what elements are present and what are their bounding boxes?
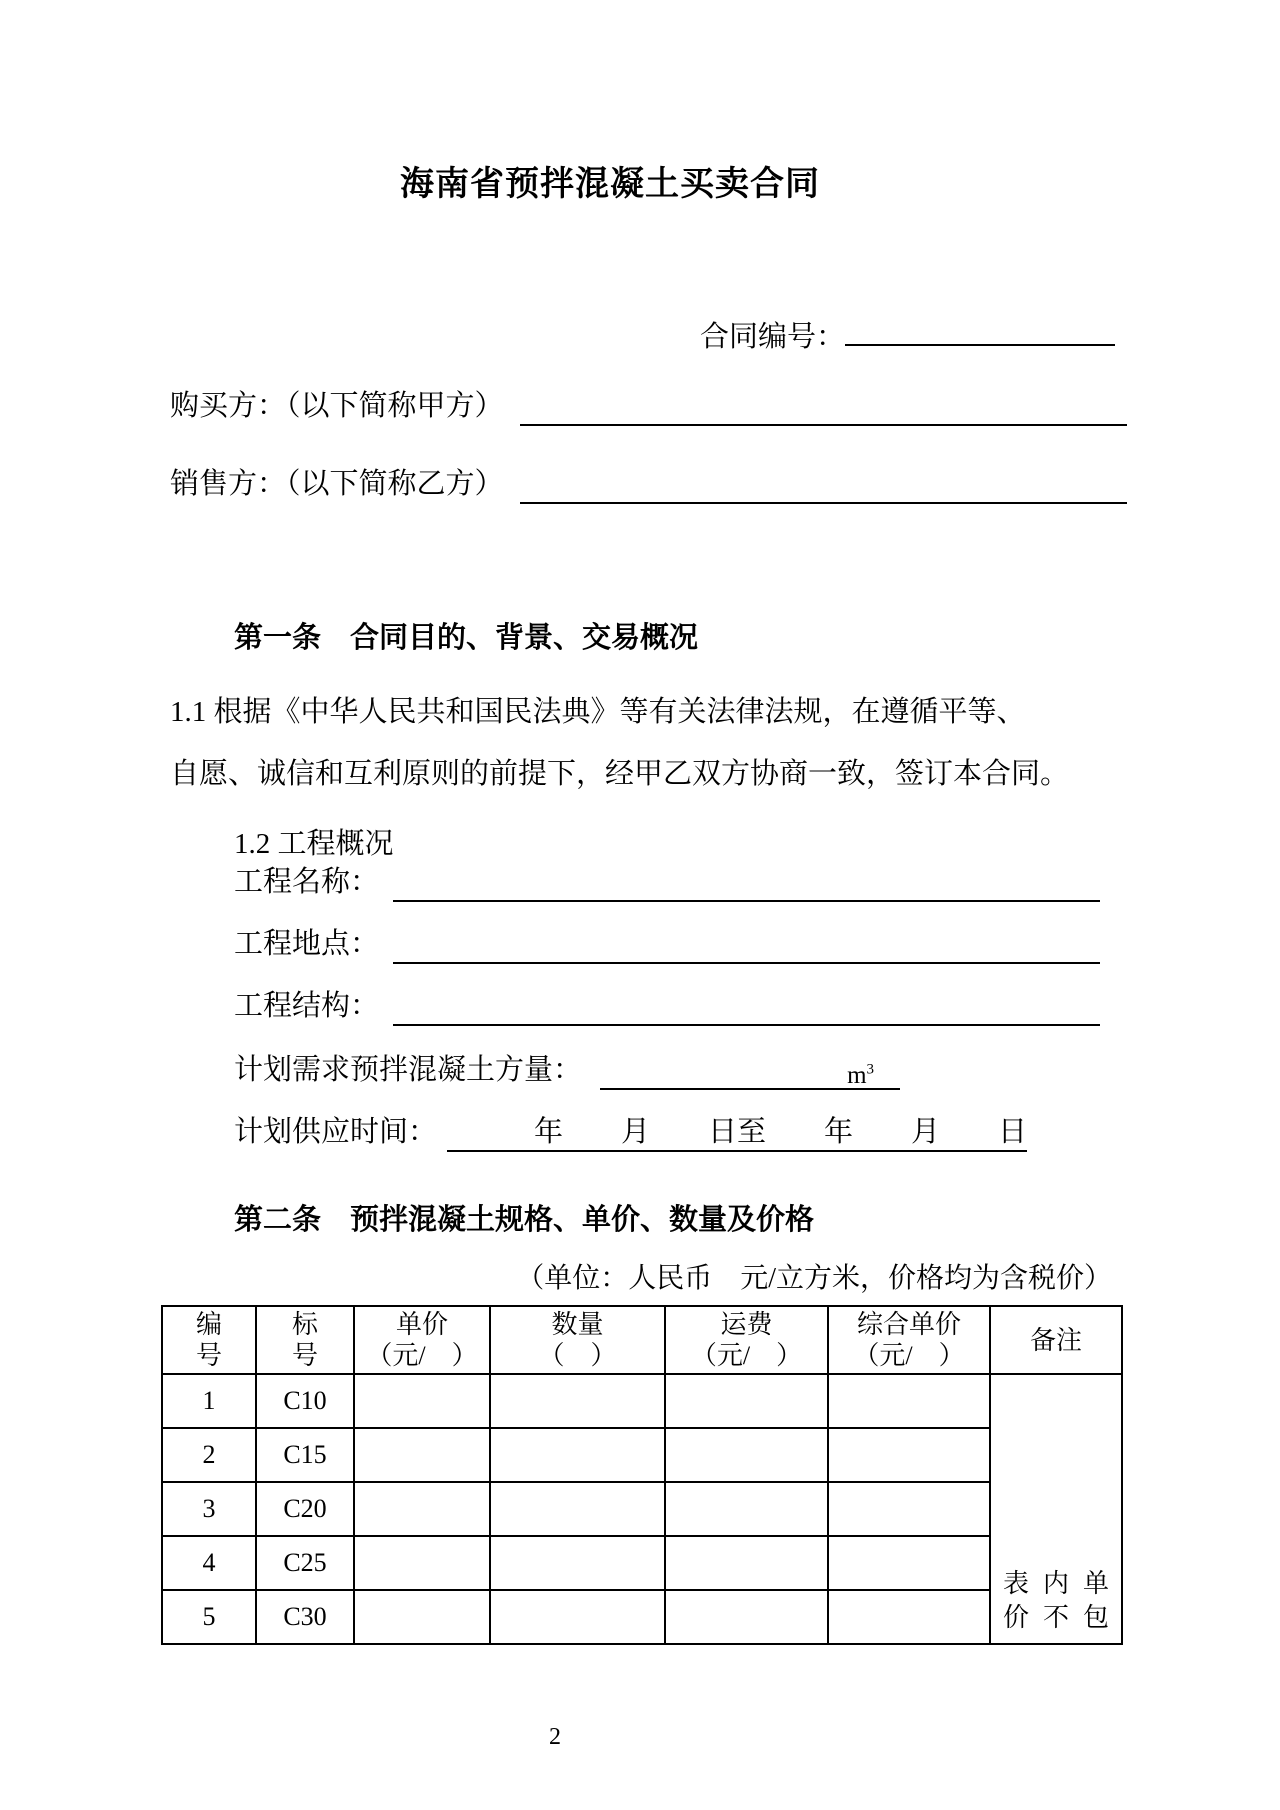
document-title: 海南省预拌混凝土买卖合同	[400, 165, 820, 203]
project-name-label: 工程名称：	[234, 866, 380, 898]
row-number-cell: 1	[162, 1374, 256, 1428]
contract-number-blank[interactable]	[845, 306, 1115, 346]
table-row	[162, 1428, 1122, 1482]
freight-cell[interactable]	[665, 1428, 828, 1482]
unit-price-cell[interactable]	[354, 1590, 490, 1644]
table-row	[162, 1482, 1122, 1536]
supply-time-label: 计划供应时间：	[234, 1116, 438, 1148]
row-number-cell: 4	[162, 1536, 256, 1590]
quantity-cell[interactable]	[490, 1536, 665, 1590]
price-table	[161, 1305, 1123, 1645]
col-header-number: 编 号	[162, 1306, 256, 1374]
col-header-freight: 运费 （元/ ）	[665, 1306, 828, 1374]
seller-name-blank[interactable]	[520, 464, 1127, 504]
seller-label: 销售方：（以下简称乙方）	[170, 468, 504, 500]
project-location-row	[234, 924, 1100, 964]
clause-1-2-heading: 1.2 工程概况	[234, 828, 394, 860]
quantity-cell[interactable]	[490, 1374, 665, 1428]
col-header-grade: 标 号	[256, 1306, 354, 1374]
combined-price-cell[interactable]	[828, 1428, 990, 1482]
remark-text-line: 价不包	[1003, 1603, 1109, 1632]
unit-price-cell[interactable]	[354, 1482, 490, 1536]
supply-time-blank[interactable]: 年 月 日至 年 月 日	[447, 1112, 1027, 1152]
unit-price-cell[interactable]	[354, 1536, 490, 1590]
table-row	[162, 1374, 1122, 1428]
combined-price-cell[interactable]	[828, 1590, 990, 1644]
price-table-header-row	[162, 1306, 1122, 1374]
freight-cell[interactable]	[665, 1374, 828, 1428]
col-header-unit-price: 单价 （元/ ）	[354, 1306, 490, 1374]
volume-blank[interactable]	[600, 1050, 900, 1090]
buyer-row	[170, 386, 1127, 426]
grade-cell: C20	[256, 1482, 354, 1536]
row-number-cell: 5	[162, 1590, 256, 1644]
article2-heading: 第二条 预拌混凝土规格、单价、数量及价格	[234, 1204, 815, 1236]
col-header-quantity: 数量 （ ）	[490, 1306, 665, 1374]
remark-cell	[990, 1374, 1122, 1644]
article1-heading: 第一条 合同目的、背景、交易概况	[234, 622, 699, 654]
cubic-meter-unit: $m^3$	[847, 1062, 875, 1090]
combined-price-cell[interactable]	[828, 1536, 990, 1590]
project-location-blank[interactable]	[393, 924, 1100, 964]
remark-text-line: 表内单	[1003, 1569, 1109, 1598]
freight-cell[interactable]	[665, 1590, 828, 1644]
combined-price-cell[interactable]	[828, 1482, 990, 1536]
unit-price-cell[interactable]	[354, 1374, 490, 1428]
clause-1-1-line2: 自愿、诚信和互利原则的前提下，经甲乙双方协商一致，签订本合同。	[170, 758, 1070, 790]
volume-row	[234, 1050, 914, 1090]
project-structure-label: 工程结构：	[234, 990, 380, 1022]
page-number: 2	[549, 1724, 561, 1750]
grade-cell: C15	[256, 1428, 354, 1482]
quantity-cell[interactable]	[490, 1482, 665, 1536]
quantity-cell[interactable]	[490, 1590, 665, 1644]
combined-price-cell[interactable]	[828, 1374, 990, 1428]
freight-cell[interactable]	[665, 1536, 828, 1590]
row-number-cell: 2	[162, 1428, 256, 1482]
buyer-label: 购买方：（以下简称甲方）	[170, 390, 504, 422]
contract-number-row	[700, 306, 1115, 353]
grade-cell: C30	[256, 1590, 354, 1644]
freight-cell[interactable]	[665, 1482, 828, 1536]
clause-1-1-line1: 1.1 根据《中华人民共和国民法典》等有关法律法规，在遵循平等、	[170, 696, 1026, 728]
seller-row	[170, 464, 1127, 504]
table-row	[162, 1590, 1122, 1644]
contract-number-label: 合同编号：	[700, 321, 846, 353]
price-unit-note: （单位：人民币 元/立方米，价格均为含税价）	[516, 1263, 1112, 1294]
volume-label: 计划需求预拌混凝土方量：	[234, 1054, 583, 1086]
buyer-name-blank[interactable]	[520, 386, 1127, 426]
unit-price-cell[interactable]	[354, 1428, 490, 1482]
quantity-cell[interactable]	[490, 1428, 665, 1482]
project-location-label: 工程地点：	[234, 928, 380, 960]
col-header-remark: 备注	[990, 1306, 1122, 1374]
row-number-cell: 3	[162, 1482, 256, 1536]
project-structure-blank[interactable]	[393, 986, 1100, 1026]
project-name-row	[234, 862, 1100, 902]
supply-time-row	[234, 1112, 1027, 1152]
project-structure-row	[234, 986, 1100, 1026]
col-header-combined-price: 综合单价 （元/ ）	[828, 1306, 990, 1374]
project-name-blank[interactable]	[393, 862, 1100, 902]
table-row	[162, 1536, 1122, 1590]
grade-cell: C25	[256, 1536, 354, 1590]
grade-cell: C10	[256, 1374, 354, 1428]
